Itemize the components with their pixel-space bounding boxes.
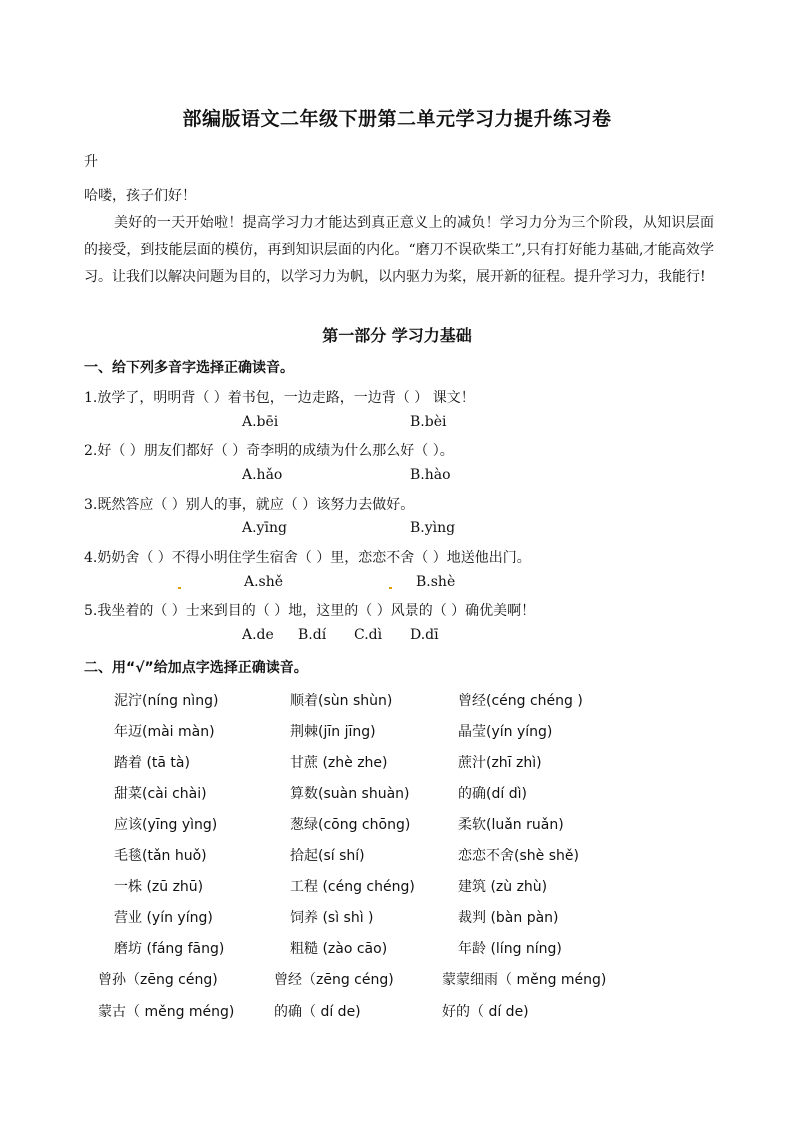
grid-item: 好的（ dí de) [442,1004,529,1020]
grid-item: 曾经(céng chéng ) [458,693,583,709]
grid-item: 毛毯(tǎn huǒ) [114,848,207,864]
question-5: 5.我坐着的（ ）士来到目的（ ）地，这里的（ ）风景的（ ）确优美啊！ [84,603,536,619]
grid-item: 甘蔗 (zhè zhe) [290,755,388,771]
grid-item: 粗糙 (zào cāo) [290,941,388,957]
grid-item: 蒙古（ měng méng) [98,1004,235,1020]
grid-item: 泥泞(níng nìng) [114,693,219,709]
grid-item: 裁判 (bàn pàn) [458,910,559,926]
intro-paragraph: 美好的一天开始啦！提高学习力才能达到真正意义上的减负！学习力分为三个阶段，从知识层面的接受，到技能层面的模仿，再到知识层面的内化。“磨刀不误砍柴工”,只有打好能力基础,才能高效学习。让我们以解决问题为目的，以学习力为帆，以内驱力为桨，展开新的征程。提升学习力，我能行! [84,215,714,285]
option: A.de [242,627,274,643]
grid-item: 营业 (yín yíng) [114,910,213,926]
option: B.dí [298,627,327,643]
emphasis-dot [389,587,392,589]
grid-item: 建筑 (zù zhù) [458,879,548,895]
option: B.bèi [410,414,447,430]
question-4: 4.奶奶舍（ ）不得小明住学生宿舍（ ）里，恋恋不舍（ ）地送他出门。 [84,550,531,566]
option: B.hào [410,467,451,483]
option: B.yìng [410,520,456,536]
grid-item: 顺着(sùn shùn) [290,693,393,709]
question-2: 2.好（ ）朋友们都好（ ）奇李明的成绩为什么那么好（ ）。 [84,443,454,459]
title-overflow-char: 升 [84,154,98,170]
section-heading-1: 一、给下列多音字选择正确读音。 [84,360,294,376]
option: A.shě [244,574,284,590]
grid-item: 年龄 (líng níng) [458,941,562,957]
grid-item: 算数(suàn shuàn) [290,786,410,802]
grid-item: 踏着 (tā tà) [114,755,190,771]
grid-item: 恋恋不舍(shè shě) [458,848,579,864]
option: A.yīng [242,520,287,536]
intro-paragraph-block [84,210,714,291]
option: A.bēi [242,414,279,430]
grid-item: 葱绿(cōng chōng) [290,817,411,833]
page-title: 部编版语文二年级下册第二单元学习力提升练习卷 [182,108,612,130]
grid-item: 一株 (zū zhū) [114,879,204,895]
question-3: 3.既然答应（ ）别人的事，就应（ ）该努力去做好。 [84,497,415,513]
grid-item: 的确（ dí de) [274,1004,361,1020]
grid-item: 蔗汁(zhī zhì) [458,755,542,771]
grid-item: 荆棘(jīn jīng) [290,724,376,740]
emphasis-dot [178,587,181,589]
option: D.dī [410,627,439,643]
grid-item: 柔软(luǎn ruǎn) [458,817,564,833]
grid-item: 拾起(sí shí) [290,848,365,864]
option: A.hǎo [242,467,283,483]
grid-item: 晶莹(yín yíng) [458,724,553,740]
grid-item: 应该(yīng yìng) [114,817,218,833]
option: B.shè [416,574,456,590]
greeting: 哈喽，孩子们好！ [84,188,196,204]
grid-item: 曾经（zēng céng) [274,972,394,988]
grid-item: 工程 (céng chéng) [290,879,415,895]
question-1: 1.放学了，明明背（ ）着书包，一边走路，一边背（ ） 课文！ [84,390,475,406]
grid-item: 饲养 (sì shì ) [290,910,374,926]
part-title: 第一部分 学习力基础 [322,326,472,345]
grid-item: 磨坊 (fáng fāng) [114,941,225,957]
grid-item: 甜菜(cài chài) [114,786,207,802]
grid-item: 年迈(mài màn) [114,724,215,740]
grid-item: 蒙蒙细雨（ měng méng) [442,972,607,988]
grid-item: 的确(dí dì) [458,786,527,802]
option: C.dì [354,627,383,643]
section-heading-2: 二、用“√”给加点字选择正确读音。 [84,660,308,676]
grid-item: 曾孙（zēng céng) [98,972,218,988]
